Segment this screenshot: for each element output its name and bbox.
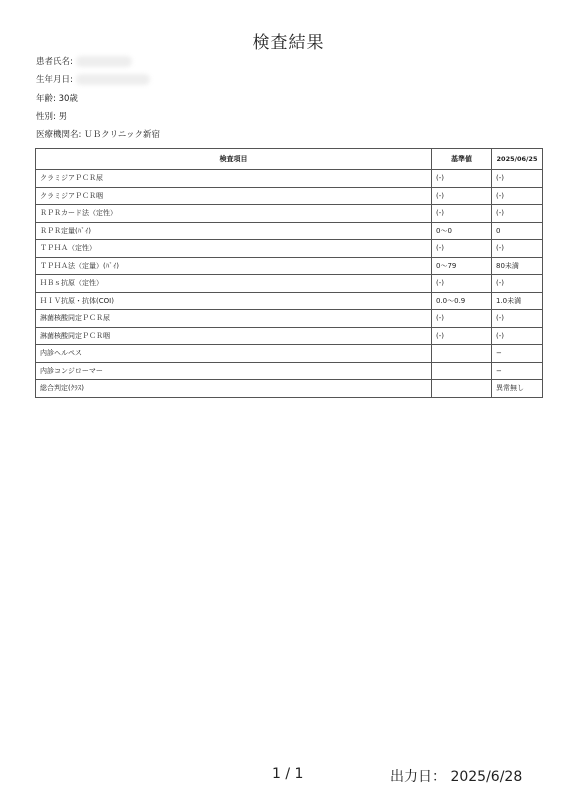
cell-reference: (-) (432, 310, 492, 328)
table-row (36, 205, 543, 223)
cell-test-item: ＴＰＨＡ法（定量）(ﾊﾞｲ) (36, 257, 432, 275)
cell-test-item: ＨＩＶ抗原・抗体(COI) (36, 292, 432, 310)
cell-reference: (-) (432, 205, 492, 223)
header-date: 2025/06/25 (492, 149, 543, 170)
cell-test-item: 淋菌核酸同定ＰＣＲ咽 (36, 327, 432, 345)
cell-result: (-) (492, 170, 543, 188)
cell-reference: (-) (432, 327, 492, 345)
table-row (36, 257, 543, 275)
header-reference: 基準値 (432, 149, 492, 170)
table-row (36, 275, 543, 293)
table-row (36, 380, 543, 398)
page-number: 1 / 1 (272, 766, 304, 782)
redacted-name (76, 56, 132, 67)
cell-test-item: 内診ヘルペス (36, 345, 432, 363)
cell-result: 80未満 (492, 257, 543, 275)
cell-reference: (-) (432, 240, 492, 258)
cell-test-item: 淋菌核酸同定ＰＣＲ尿 (36, 310, 432, 328)
cell-test-item: ＲＰＲカード法（定性） (36, 205, 432, 223)
cell-test-item: クラミジアＰＣＲ尿 (36, 170, 432, 188)
patient-dob-label: 生年月日: (36, 75, 73, 85)
cell-result: (-) (492, 240, 543, 258)
patient-name-row (36, 56, 132, 67)
cell-result: (-) (492, 205, 543, 223)
output-date: 出力日： 2025/6/28 (390, 769, 523, 785)
patient-name-label: 患者氏名: (36, 57, 73, 67)
table-row (36, 310, 543, 328)
header-test-item: 検査項目 (36, 149, 432, 170)
table-row (36, 170, 543, 188)
patient-age: 年齢: 30歳 (36, 94, 78, 104)
table-row (36, 187, 543, 205)
cell-reference: (-) (432, 170, 492, 188)
table-row (36, 222, 543, 240)
table-row (36, 240, 543, 258)
cell-result: − (492, 345, 543, 363)
cell-result: (-) (492, 187, 543, 205)
cell-reference: (-) (432, 275, 492, 293)
facility-name: 医療機関名: ＵＢクリニック新宿 (36, 130, 161, 140)
cell-test-item: 総合判定(ｸﾗｽ) (36, 380, 432, 398)
cell-test-item: ＴＰＨＡ（定性） (36, 240, 432, 258)
cell-result: (-) (492, 275, 543, 293)
page-title: 検査結果 (252, 33, 325, 53)
redacted-dob (76, 74, 150, 85)
cell-reference (432, 345, 492, 363)
cell-test-item: 内診コンジローマー (36, 362, 432, 380)
cell-reference: 0〜79 (432, 257, 492, 275)
cell-test-item: ＨＢｓ抗原（定性） (36, 275, 432, 293)
cell-result: − (492, 362, 543, 380)
table-row (36, 362, 543, 380)
cell-reference: 0〜0 (432, 222, 492, 240)
cell-result: 0 (492, 222, 543, 240)
cell-reference: 0.0〜0.9 (432, 292, 492, 310)
table-body (36, 170, 543, 398)
cell-result: (-) (492, 327, 543, 345)
table-row (36, 345, 543, 363)
patient-dob-row (36, 74, 150, 85)
table-header-row (36, 149, 543, 170)
cell-reference (432, 362, 492, 380)
cell-test-item: ＲＰＲ定量(ﾊﾞｲ) (36, 222, 432, 240)
cell-reference: (-) (432, 187, 492, 205)
table-row (36, 327, 543, 345)
cell-result: (-) (492, 310, 543, 328)
cell-reference (432, 380, 492, 398)
results-table (35, 148, 543, 398)
table-row (36, 292, 543, 310)
patient-sex: 性別: 男 (36, 112, 68, 122)
cell-result: 1.0未満 (492, 292, 543, 310)
cell-result: 異常無し (492, 380, 543, 398)
cell-test-item: クラミジアＰＣＲ咽 (36, 187, 432, 205)
